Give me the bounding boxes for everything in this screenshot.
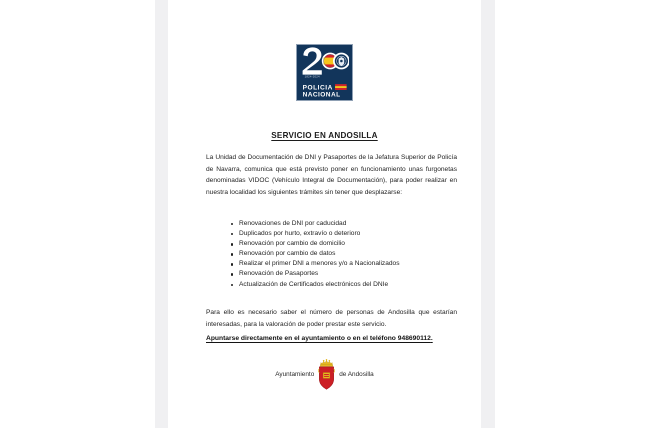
intro-paragraph: La Unidad de Documentación de DNI y Pasaportes de la Jefatura Superior de Policía de Navarra, comunica que está previsto poner en funcionamiento unas furgonetas denominadas VIDOC (Vehículo Integral de Documentación), para poder realizar en nuestra localidad los siguientes trámites sin tener que desplazarse: [206, 154, 457, 196]
svg-text:POLICIA: POLICIA [302, 84, 333, 92]
list-item: Realizar el primer DNI a menores y/o a Nacionalizados [230, 259, 455, 269]
document-page [168, 0, 481, 433]
document-title: SERVICIO EN ANDOSILLA [271, 131, 378, 140]
andosilla-coat-of-arms [316, 358, 337, 391]
call-to-action [206, 334, 457, 344]
footer-text-before: Ayuntamiento [275, 371, 315, 378]
list-item: Renovaciones de DNI por caducidad [230, 219, 455, 229]
list-item: Renovación de Pasaportes [230, 269, 455, 279]
footer [168, 358, 481, 391]
policia-nacional-200-logo [296, 44, 353, 101]
call-to-action-period: . [430, 335, 433, 342]
logo-artwork [301, 45, 349, 83]
footer-text-after: de Andosilla [339, 371, 374, 378]
logo-container [168, 44, 481, 101]
svg-text:1824-2024: 1824-2024 [304, 74, 320, 79]
list-item: Duplicados por hurto, extravío o deterioro [230, 229, 455, 239]
list-item: Renovación por cambio de domicilio [230, 239, 455, 249]
call-to-action-text: Apuntarse directamente en el ayuntamiento o en el teléfono 948690112 [206, 335, 431, 342]
list-item: Renovación por cambio de datos [230, 249, 455, 259]
svg-text:NACIONAL: NACIONAL [302, 91, 341, 99]
logo-wordmark [301, 83, 349, 100]
list-item: Actualización de Certificados electrónicos del DNIe [230, 280, 455, 290]
closing-paragraph: Para ello es necesario saber el número de personas de Andosilla que estarían interesadas, para la valoración de poder prestar este servicio. [206, 309, 457, 328]
tramites-list [230, 219, 455, 290]
